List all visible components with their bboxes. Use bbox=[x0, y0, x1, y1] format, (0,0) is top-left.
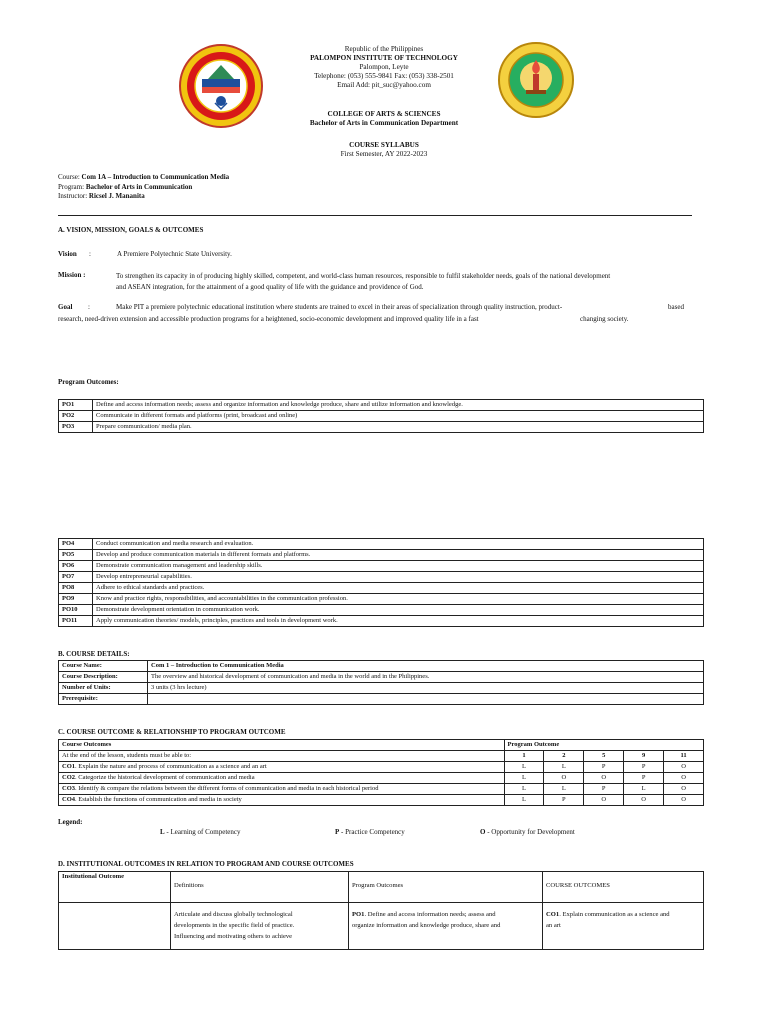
program-outcome-cell: PO1. Define and access information needs; assess and organize information and knowledge produce, share and bbox=[349, 903, 543, 950]
department-name: Bachelor of Arts in Communication Department bbox=[309, 119, 459, 127]
po-code: PO10 bbox=[59, 605, 93, 616]
outcome-mark: L bbox=[544, 784, 584, 795]
po-code: PO4 bbox=[59, 539, 93, 550]
course-outcome-table bbox=[58, 739, 704, 806]
table-row bbox=[59, 672, 704, 683]
table-row bbox=[59, 605, 704, 616]
table-row bbox=[59, 694, 704, 705]
institutional-outcomes-table bbox=[58, 871, 704, 950]
detail-value: Com 1 – Introduction to Communication Media bbox=[148, 661, 704, 672]
goal-text-line1-end: based bbox=[668, 303, 684, 311]
legend-item-l: L - Learning of Competency bbox=[160, 828, 241, 836]
outcome-mark: L bbox=[504, 795, 544, 806]
table-header-row bbox=[59, 740, 704, 751]
college-name: COLLEGE OF ARTS & SCIENCES bbox=[327, 110, 441, 118]
institute-name: PALOMPON INSTITUTE OF TECHNOLOGY bbox=[310, 54, 458, 62]
goal-text-line1: Make PIT a premiere polytechnic educational institution where students are trained to excel in their areas of specialization through quality instruction, product- bbox=[116, 303, 563, 311]
goal-colon: : bbox=[88, 303, 90, 311]
goal-text-line2: research, need-driven extension and accessible production programs for a heightened, socio-economic development and improved quality life in a fast bbox=[58, 315, 479, 323]
program-outcome-header: Program Outcome bbox=[504, 740, 703, 751]
table-row bbox=[59, 683, 704, 694]
po-text: Prepare communication/ media plan. bbox=[93, 422, 704, 433]
course-outcomes-header: COURSE OUTCOMES bbox=[543, 872, 704, 903]
syllabus-title: COURSE SYLLABUS bbox=[349, 141, 419, 149]
po-text: Apply communication theories/ models, principles, practices and tools in development work. bbox=[93, 616, 704, 627]
goal-text-line2-end: changing society. bbox=[580, 315, 629, 323]
po-number: 1 bbox=[504, 751, 544, 762]
outcome-mark: P bbox=[624, 762, 664, 773]
course-outcome: CO1. Explain the nature and process of communication as a science and an art bbox=[59, 762, 505, 773]
table-row bbox=[59, 539, 704, 550]
po-number: 11 bbox=[664, 751, 704, 762]
outcome-mark: P bbox=[584, 762, 624, 773]
po-code: PO9 bbox=[59, 594, 93, 605]
semester-line: First Semester, AY 2022-2023 bbox=[340, 150, 428, 158]
po-code: PO1 bbox=[59, 400, 93, 411]
outcome-mark: P bbox=[544, 795, 584, 806]
table-row bbox=[59, 762, 704, 773]
table-row bbox=[59, 751, 704, 762]
course-outcome: CO2. Categorize the historical development of communication and media bbox=[59, 773, 505, 784]
legend-item-p: P - Practice Competency bbox=[335, 828, 405, 836]
po-number: 9 bbox=[624, 751, 664, 762]
po-text: Demonstrate communication management and leadership skills. bbox=[93, 561, 704, 572]
table-row bbox=[59, 411, 704, 422]
outcome-mark: L bbox=[624, 784, 664, 795]
section-a-heading: A. VISION, MISSION, GOALS & OUTCOMES bbox=[58, 226, 204, 234]
goal-label: Goal bbox=[58, 303, 73, 311]
vision-text: A Premiere Polytechnic State University. bbox=[117, 250, 232, 258]
outcome-mark: L bbox=[504, 762, 544, 773]
outcome-mark: O bbox=[664, 795, 704, 806]
table-row bbox=[59, 550, 704, 561]
definition-cell: Articulate and discuss globally technological developments in the specific field of practice. Influencing and motivating others to achieve bbox=[171, 903, 349, 950]
po-text: Adhere to ethical standards and practices. bbox=[93, 583, 704, 594]
location-line: Palompon, Leyte bbox=[359, 63, 409, 71]
legend-item-o: O - Opportunity for Development bbox=[480, 828, 575, 836]
mission-text-line2: and ASEAN integration, for the attainment of a good quality of life with the guidance and providence of God. bbox=[116, 283, 424, 291]
table-row bbox=[59, 784, 704, 795]
po-code: PO5 bbox=[59, 550, 93, 561]
po-code: PO11 bbox=[59, 616, 93, 627]
table-row bbox=[59, 400, 704, 411]
detail-label: Course Description: bbox=[59, 672, 148, 683]
section-b-heading: B. COURSE DETAILS: bbox=[58, 650, 130, 658]
detail-value: The overview and historical development of communication and media in the world and in the Philippines. bbox=[148, 672, 704, 683]
po-code: PO2 bbox=[59, 411, 93, 422]
mission-text-line1: To strengthen its capacity in of producing highly skilled, competent, and world-class human resources, responsible to fulfil stakeholder needs, goals of the national development bbox=[116, 272, 611, 280]
table-row bbox=[59, 594, 704, 605]
outcome-mark: O bbox=[544, 773, 584, 784]
course-outcome: CO3. Identify & compare the relations between the different forms of communication and media in each historical period bbox=[59, 784, 505, 795]
table-row bbox=[59, 795, 704, 806]
detail-label: Course Name: bbox=[59, 661, 148, 672]
po-code: PO8 bbox=[59, 583, 93, 594]
program-outcomes-table-1 bbox=[58, 399, 704, 433]
republic-line: Republic of the Philippines bbox=[344, 45, 424, 53]
po-code: PO7 bbox=[59, 572, 93, 583]
telephone-line: Telephone: (053) 555-9841 Fax: (053) 338-2501 bbox=[314, 72, 454, 80]
outcome-intro: At the end of the lesson, students must be able to: bbox=[59, 751, 505, 762]
table-row bbox=[59, 583, 704, 594]
institutional-outcome-header: Institutional Outcome bbox=[59, 872, 171, 903]
detail-value: 3 units (3 hrs lecture) bbox=[148, 683, 704, 694]
outcome-mark: L bbox=[544, 762, 584, 773]
detail-label: Number of Units: bbox=[59, 683, 148, 694]
institutional-outcome-cell bbox=[59, 903, 171, 950]
course-outcome-cell: CO1. Explain communication as a science and an art bbox=[543, 903, 704, 950]
table-row bbox=[59, 572, 704, 583]
table-header-row bbox=[59, 872, 704, 903]
po-number: 2 bbox=[544, 751, 584, 762]
legend-heading: Legend: bbox=[58, 818, 83, 826]
program-line: Program: Bachelor of Arts in Communication bbox=[58, 182, 193, 191]
course-details-table bbox=[58, 660, 704, 705]
program-outcomes-heading: Program Outcomes: bbox=[58, 378, 119, 386]
outcome-mark: O bbox=[664, 762, 704, 773]
po-code: PO3 bbox=[59, 422, 93, 433]
outcome-mark: O bbox=[624, 795, 664, 806]
po-text: Conduct communication and media research and evaluation. bbox=[93, 539, 704, 550]
table-row bbox=[59, 903, 704, 950]
course-outcome: CO4. Establish the functions of communication and media in society bbox=[59, 795, 505, 806]
po-text: Communicate in different formats and platforms (print, broadcast and online) bbox=[93, 411, 704, 422]
outcome-mark: L bbox=[504, 773, 544, 784]
table-row bbox=[59, 561, 704, 572]
outcome-mark: O bbox=[664, 773, 704, 784]
po-text: Develop and produce communication materials in different formats and platforms. bbox=[93, 550, 704, 561]
outcome-mark: O bbox=[584, 795, 624, 806]
table-row bbox=[59, 773, 704, 784]
detail-label: Prerequisite: bbox=[59, 694, 148, 705]
outcome-mark: P bbox=[584, 784, 624, 795]
po-number: 5 bbox=[584, 751, 624, 762]
po-text: Know and practice rights, responsibilities, and accountabilities in the communication profession. bbox=[93, 594, 704, 605]
table-row bbox=[59, 661, 704, 672]
email-line: Email Add: pit_suc@yahoo.com bbox=[337, 81, 431, 89]
table-row bbox=[59, 616, 704, 627]
header-divider bbox=[58, 215, 692, 216]
outcome-mark: L bbox=[504, 784, 544, 795]
po-text: Develop entrepreneurial capabilities. bbox=[93, 572, 704, 583]
section-c-heading: C. COURSE OUTCOME & RELATIONSHIP TO PROGRAM OUTCOME bbox=[58, 728, 286, 736]
program-outcomes-table-2 bbox=[58, 538, 704, 627]
program-outcomes-header: Program Outcomes bbox=[349, 872, 543, 903]
mission-label: Mission : bbox=[58, 271, 86, 279]
section-d-heading: D. INSTITUTIONAL OUTCOMES IN RELATION TO PROGRAM AND COURSE OUTCOMES bbox=[58, 860, 354, 868]
outcome-mark: O bbox=[664, 784, 704, 795]
detail-value bbox=[148, 694, 704, 705]
course-line: Course: Com 1A – Introduction to Communication Media bbox=[58, 173, 230, 181]
vision-label: Vision bbox=[58, 250, 77, 258]
vision-colon: : bbox=[89, 250, 91, 258]
table-row bbox=[59, 422, 704, 433]
definitions-header: Definitions bbox=[171, 872, 349, 903]
instructor-line: Instructor: Ricsel J. Mananita bbox=[58, 192, 145, 200]
po-text: Demonstrate development orientation in communication work. bbox=[93, 605, 704, 616]
course-outcomes-header: Course Outcomes bbox=[59, 740, 505, 751]
outcome-mark: P bbox=[624, 773, 664, 784]
outcome-mark: O bbox=[584, 773, 624, 784]
po-code: PO6 bbox=[59, 561, 93, 572]
po-text: Define and access information needs; assess and organize information and knowledge produce, share and utilize information and knowledge. bbox=[93, 400, 704, 411]
